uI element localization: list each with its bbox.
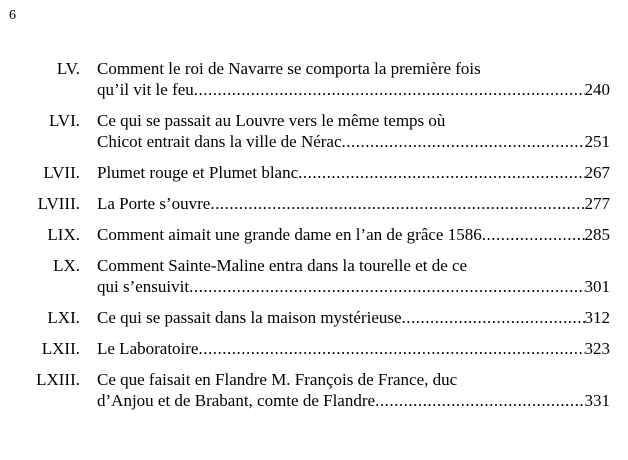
chapter-number: LVIII. (37, 194, 80, 213)
dot-leader (342, 131, 585, 152)
dot-leader (210, 193, 584, 214)
chapter-title (97, 307, 610, 328)
dot-leader (375, 390, 584, 411)
chapter-title-last-line (97, 162, 610, 183)
page-reference: 277 (584, 194, 610, 213)
chapter-title-last-line (97, 193, 610, 214)
chapter-title-last-line (97, 224, 610, 245)
toc-entry (0, 224, 628, 245)
chapter-title-line: Plumet rouge et Plumet blanc (97, 163, 299, 182)
toc-entry (0, 58, 628, 100)
chapter-title-line: Comment le roi de Navarre se comporta la première fois (97, 59, 481, 78)
chapter-title-last-line (97, 79, 610, 100)
toc-entry (0, 255, 628, 297)
chapter-number: LX. (53, 256, 80, 275)
chapter-number: LV. (56, 59, 80, 78)
chapter-title-line: d’Anjou et de Brabant, comte de Flandre (97, 391, 376, 410)
page-reference: 285 (584, 225, 610, 244)
page-reference: 301 (584, 277, 610, 296)
chapter-title-line: qui s’ensuivit (97, 277, 190, 296)
chapter-number: LIX. (47, 225, 80, 244)
chapter-number: LXIII. (36, 370, 80, 389)
page-reference: 323 (584, 339, 610, 358)
chapter-number: LVII. (43, 163, 80, 182)
page-number: 6 (9, 8, 16, 23)
chapter-title (97, 338, 610, 359)
chapter-title-line: qu’il vit le feu (97, 80, 194, 99)
chapter-title-last-line (97, 276, 610, 297)
chapter-number: LVI. (48, 111, 80, 130)
dot-leader (194, 79, 585, 100)
page-reference: 267 (584, 163, 610, 182)
dot-leader (298, 162, 584, 183)
chapter-title-line: La Porte s’ouvre (97, 194, 211, 213)
chapter-title-line: Ce qui se passait au Louvre vers le même temps où (97, 111, 446, 130)
chapter-title-line: Le Laboratoire (97, 339, 199, 358)
chapter-title-line: Comment aimait une grande dame en l’an de grâce 1586 (97, 225, 482, 244)
chapter-title (97, 58, 610, 100)
toc-entry (0, 162, 628, 183)
toc-entry (0, 338, 628, 359)
toc-entry (0, 193, 628, 214)
chapter-title-last-line (97, 390, 610, 411)
page-reference: 331 (584, 391, 610, 410)
toc-entry (0, 110, 628, 152)
page-reference: 251 (584, 132, 610, 151)
toc-entry (0, 369, 628, 411)
chapter-title-last-line (97, 131, 610, 152)
toc-entry (0, 307, 628, 328)
chapter-title-last-line (97, 307, 610, 328)
chapter-title (97, 255, 610, 297)
chapter-title (97, 193, 610, 214)
chapter-title-line: Ce que faisait en Flandre M. François de France, duc (97, 370, 458, 389)
chapter-title-line: Ce qui se passait dans la maison mystérieuse (97, 308, 402, 327)
chapter-title (97, 162, 610, 183)
table-of-contents (0, 58, 628, 421)
chapter-title (97, 369, 610, 411)
chapter-title-line: Comment Sainte-Maline entra dans la tourelle et de ce (97, 256, 468, 275)
dot-leader (402, 307, 585, 328)
chapter-title-last-line (97, 338, 610, 359)
dot-leader (198, 338, 584, 359)
dot-leader (189, 276, 584, 297)
chapter-title (97, 224, 610, 245)
chapter-title (97, 110, 610, 152)
page-reference: 240 (584, 80, 610, 99)
dot-leader (482, 224, 585, 245)
chapter-number: LXII. (41, 339, 80, 358)
chapter-title-line: Chicot entrait dans la ville de Nérac (97, 132, 342, 151)
page-reference: 312 (584, 308, 610, 327)
chapter-number: LXI. (47, 308, 80, 327)
